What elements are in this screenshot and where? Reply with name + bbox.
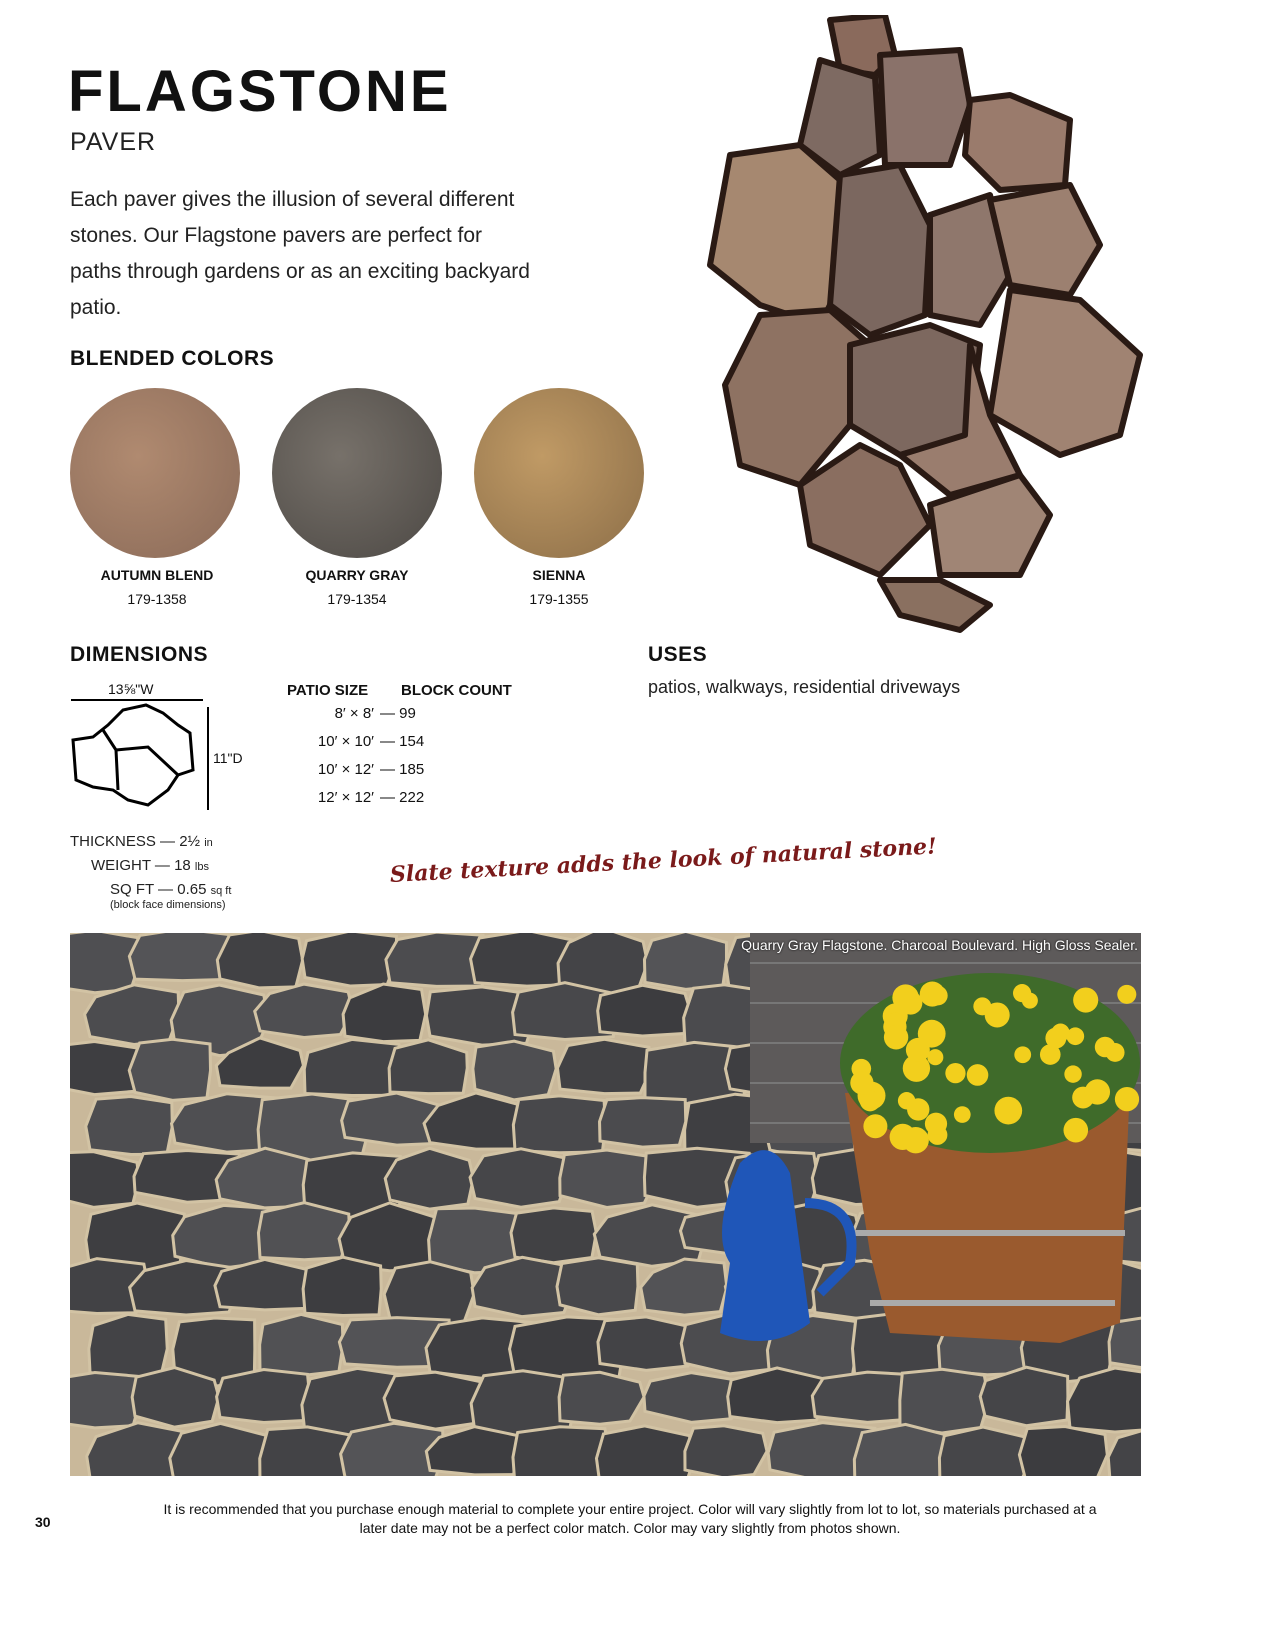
uses-heading: USES xyxy=(648,643,708,666)
product-description: Each paver gives the illusion of several different stones. Our Flagstone pavers are perfect for paths through gardens or as an exciting backyard patio. xyxy=(70,188,530,319)
patio-size: 8′ × 8′ xyxy=(334,705,374,722)
paver-stone xyxy=(389,1040,467,1094)
depth-label: 11"D xyxy=(213,750,243,766)
flower xyxy=(1117,985,1136,1004)
paver-stone xyxy=(217,1370,310,1423)
block-count: — 99 xyxy=(380,705,416,722)
paver-stone xyxy=(70,1372,141,1427)
flower xyxy=(925,1113,947,1135)
block-count: — 222 xyxy=(380,789,425,806)
paver-stone xyxy=(255,984,353,1037)
color-code: 179-1358 xyxy=(127,591,187,607)
paver-stone xyxy=(511,1208,596,1263)
flower xyxy=(954,1106,971,1123)
paver-stone xyxy=(596,1426,694,1476)
color-name: AUTUMN BLEND xyxy=(100,567,214,583)
tagline: Slate texture adds the look of natural stone! xyxy=(389,833,938,888)
flower xyxy=(1014,1046,1031,1063)
flower xyxy=(967,1064,989,1086)
paver-stone xyxy=(1019,1427,1107,1476)
count: 154 xyxy=(399,733,425,750)
flower xyxy=(1095,1037,1116,1058)
page-title: FLAGSTONE xyxy=(68,59,452,124)
paver-stone xyxy=(86,1096,173,1154)
paver-stone xyxy=(685,1426,767,1476)
paver-stone xyxy=(258,1203,349,1260)
swatch-sienna[interactable] xyxy=(474,388,644,558)
paver-stone xyxy=(513,1096,605,1153)
swatch-quarry-gray[interactable] xyxy=(272,388,442,558)
dimensions-heading: DIMENSIONS xyxy=(70,643,209,666)
uses-text: patios, walkways, residential driveways xyxy=(648,677,961,697)
paver-stone xyxy=(644,1373,738,1423)
paver-stone xyxy=(302,933,397,986)
page-subtitle: PAVER xyxy=(70,128,157,156)
flower xyxy=(903,1127,929,1153)
page-number: 30 xyxy=(35,1514,51,1530)
paver-stone xyxy=(557,1039,651,1093)
paver-stone xyxy=(1068,1368,1141,1432)
paver-stone xyxy=(129,1039,210,1100)
flower xyxy=(884,1025,908,1049)
paver-stone xyxy=(557,1258,638,1315)
disclaimer: It is recommended that you purchase enough material to complete your entire project. Color will vary slightly from lot to lot, so materials purchased at a later date may not be a perfect color match. Color may vary slightly from photos shown. xyxy=(163,1501,1097,1536)
flower xyxy=(1063,1118,1088,1143)
block-count: — 185 xyxy=(380,761,425,778)
count: 222 xyxy=(399,789,425,806)
width-label: 13⅝"W xyxy=(108,681,154,697)
paver-stone xyxy=(598,985,691,1036)
flagstone-product-image xyxy=(700,15,1150,635)
paver-stone xyxy=(70,1152,139,1208)
sqft-spec: SQ FT — 0.65 sq ft xyxy=(110,881,232,898)
flower xyxy=(985,1002,1010,1027)
thickness-spec: THICKNESS — 2½ in xyxy=(70,833,213,850)
flower xyxy=(1064,1065,1081,1082)
flower xyxy=(928,986,948,1006)
paver-stone xyxy=(513,1427,610,1476)
flower xyxy=(907,1098,929,1120)
flower xyxy=(945,1063,965,1083)
paver-stone xyxy=(939,1427,1031,1476)
flower xyxy=(863,1114,887,1138)
paver-stone xyxy=(559,1372,644,1424)
color-name: QUARRY GRAY xyxy=(305,567,409,583)
paver-stone xyxy=(473,1041,556,1100)
colors-heading: BLENDED COLORS xyxy=(70,347,275,370)
flower xyxy=(1045,1028,1066,1049)
paver-stone xyxy=(260,1314,343,1375)
swatch-autumn-blend[interactable] xyxy=(70,388,240,558)
flower xyxy=(1115,1087,1139,1111)
flower xyxy=(1013,984,1031,1002)
paver-stone xyxy=(170,1423,268,1476)
paver-stone xyxy=(132,1368,219,1428)
count: 185 xyxy=(399,761,425,778)
paver-stone xyxy=(900,1369,989,1433)
flower xyxy=(850,1071,873,1094)
photo-caption: Quarry Gray Flagstone. Charcoal Boulevard. High Gloss Sealer. xyxy=(741,937,1138,953)
paver-outline-diagram xyxy=(68,695,213,815)
patio-size: 10′ × 10′ xyxy=(317,733,374,750)
paver-stone xyxy=(644,933,726,989)
color-code: 179-1355 xyxy=(529,591,589,607)
paver-stone xyxy=(560,1150,657,1207)
col-header-block-count: BLOCK COUNT xyxy=(401,682,512,699)
flower xyxy=(899,991,922,1014)
count: 99 xyxy=(399,705,416,722)
paver-stone xyxy=(600,1098,686,1147)
flower xyxy=(1085,1079,1110,1104)
patio-photo xyxy=(70,933,1141,1476)
color-name: SIENNA xyxy=(532,567,586,583)
sqft-note: (block face dimensions) xyxy=(110,899,226,911)
flower xyxy=(906,1038,930,1062)
paver-stone xyxy=(217,933,302,988)
paver-stone xyxy=(384,1372,482,1429)
patio-size: 10′ × 12′ xyxy=(317,761,374,778)
col-header-patio-size: PATIO SIZE xyxy=(287,682,369,699)
color-code: 179-1354 xyxy=(327,591,387,607)
paver-stone xyxy=(303,1257,381,1315)
paver-stone xyxy=(470,1149,568,1207)
block-count: — 154 xyxy=(380,733,425,750)
flower xyxy=(994,1097,1022,1125)
patio-size: 12′ × 12′ xyxy=(317,789,374,806)
flower xyxy=(1073,987,1098,1012)
weight-spec: WEIGHT — 18 lbs xyxy=(91,857,209,874)
